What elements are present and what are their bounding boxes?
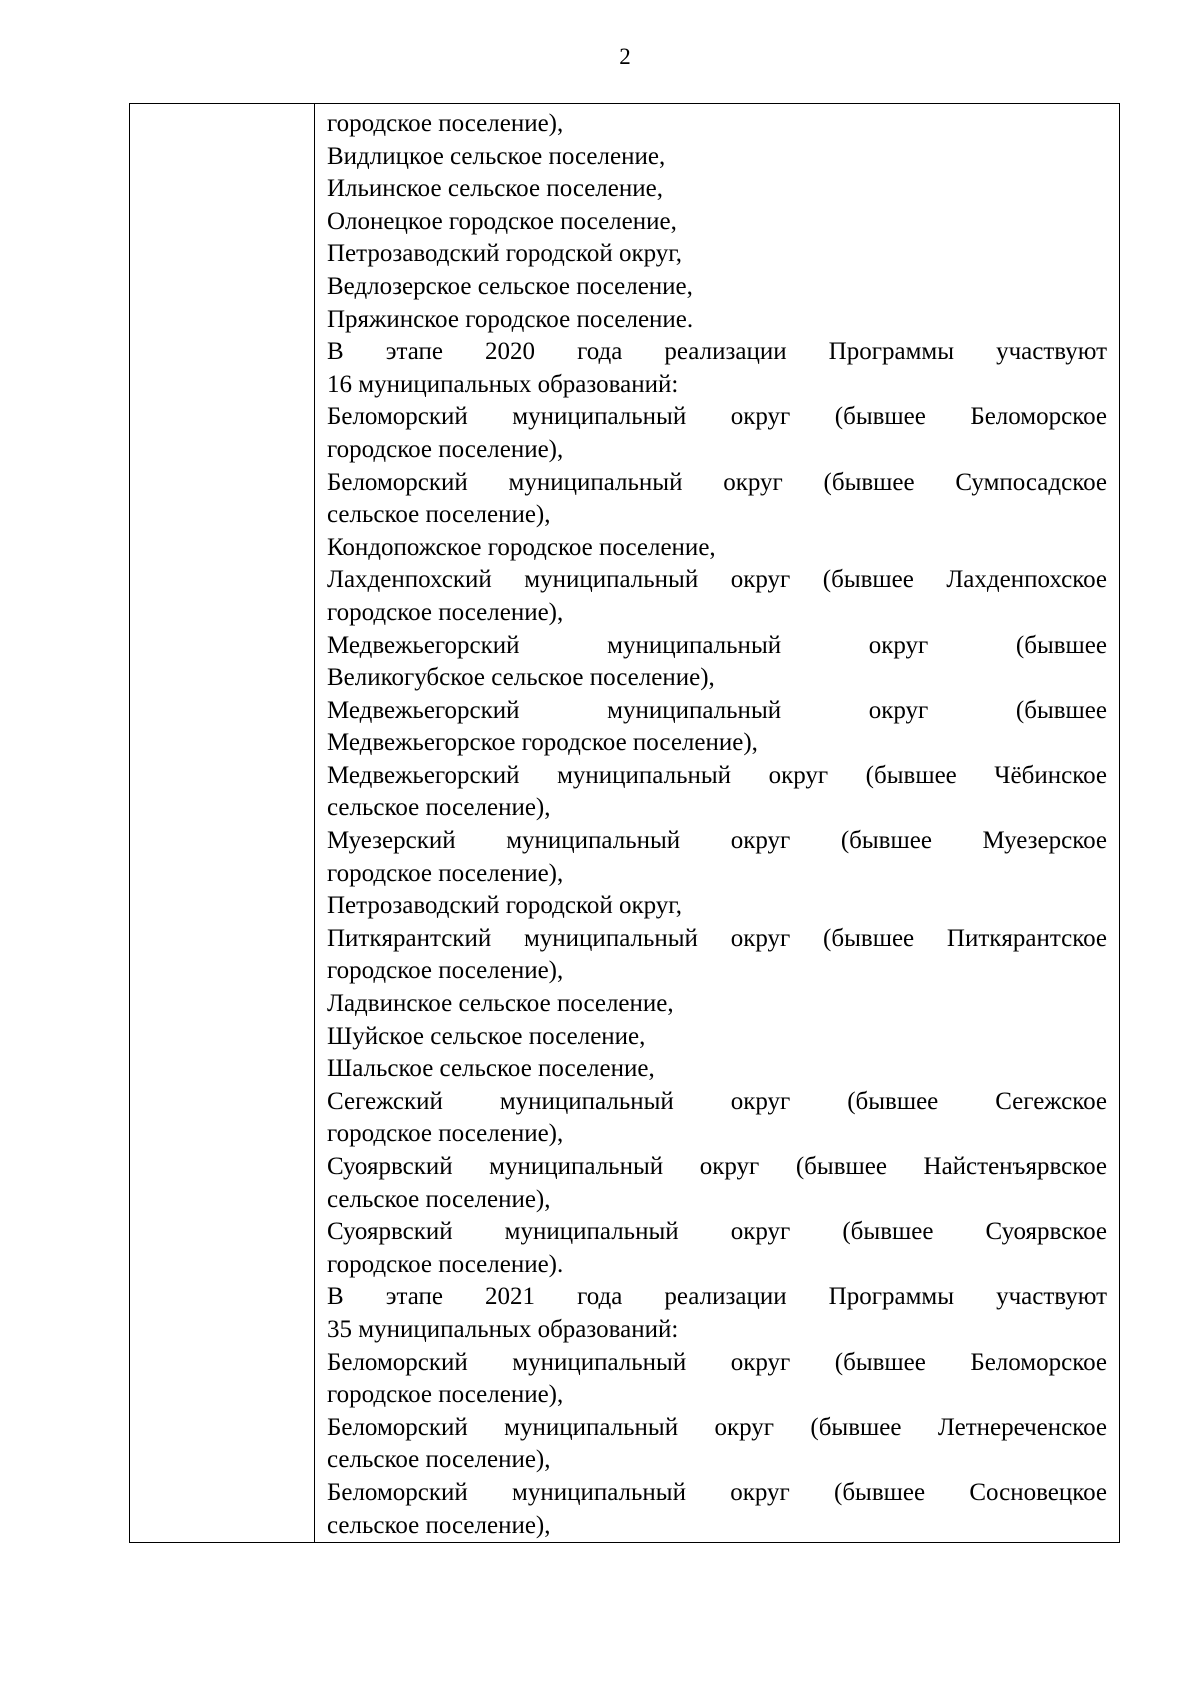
document-table (129, 103, 1120, 1543)
text-line: Великогубское сельское поселение), (327, 664, 715, 692)
text-line: Питкярантский муниципальный округ (бывшее Питкярантское (327, 924, 1107, 952)
text-line: Беломорский муниципальный округ (бывшее Беломорское (327, 403, 1107, 431)
text-line: Петрозаводский городской округ, (327, 240, 682, 268)
text-line: Шальское сельское поселение, (327, 1055, 655, 1083)
text-line: Беломорский муниципальный округ (бывшее Сосновецкое (327, 1478, 1107, 1506)
text-line: 16 муниципальных образований: (327, 370, 679, 398)
municipality-list (327, 104, 1107, 1542)
text-line: Суоярвский муниципальный округ (бывшее Найстенъярвское (327, 1153, 1107, 1180)
text-line: Олонецкое городское поселение, (327, 207, 677, 235)
table-right-cell (315, 104, 1119, 1542)
text-line: сельское поселение), (327, 501, 551, 529)
text-line: Муезерский муниципальный округ (бывшее Муезерское (327, 827, 1107, 855)
text-line: городское поселение), (327, 1120, 564, 1148)
text-line: Шуйское сельское поселение, (327, 1022, 646, 1050)
text-line: Пряжинское городское поселение. (327, 305, 694, 333)
text-line: Медвежьегорский муниципальный округ (бывшее (327, 631, 1107, 659)
text-line: Петрозаводский городской округ, (327, 892, 682, 920)
text-line: Суоярвский муниципальный округ (бывшее Суоярвское (327, 1218, 1107, 1246)
text-line: сельское поселение), (327, 1446, 551, 1474)
text-line: городское поселение). (327, 1250, 564, 1278)
text-line: Ведлозерское сельское поселение, (327, 272, 693, 300)
text-line: В этапе 2020 года реализации Программы участвуют (327, 338, 1107, 366)
text-line: В этапе 2021 года реализации Программы участвуют (327, 1283, 1107, 1311)
text-line: 35 муниципальных образований: (327, 1315, 679, 1343)
table-left-cell (130, 104, 315, 1542)
text-line: Медвежьегорский муниципальный округ (бывшее (327, 696, 1107, 724)
text-line: городское поселение), (327, 957, 564, 985)
text-line: сельское поселение), (327, 794, 551, 822)
text-line: городское поселение), (327, 435, 564, 463)
text-line: городское поселение), (327, 598, 564, 626)
text-line: городское поселение), (327, 1381, 564, 1409)
text-line: сельское поселение), (327, 1185, 551, 1213)
text-line: Беломорский муниципальный округ (бывшее Сумпосадское (327, 468, 1107, 496)
text-line: городское поселение), (327, 110, 564, 137)
text-line: Ладвинское сельское поселение, (327, 990, 674, 1018)
text-line: сельское поселение), (327, 1511, 551, 1539)
text-line: Лахденпохский муниципальный округ (бывшее Лахденпохское (327, 566, 1107, 594)
text-line: городское поселение), (327, 859, 564, 887)
text-line: Беломорский муниципальный округ (бывшее Летнереченское (327, 1413, 1107, 1441)
text-line: Сегежский муниципальный округ (бывшее Сегежское (327, 1087, 1107, 1115)
text-line: Видлицкое сельское поселение, (327, 142, 666, 170)
text-line: Медвежьегорский муниципальный округ (бывшее Чёбинское (327, 761, 1107, 789)
text-line: Ильинское сельское поселение, (327, 175, 663, 203)
page-number: 2 (619, 44, 631, 69)
text-line: Кондопожское городское поселение, (327, 533, 716, 561)
text-line: Беломорский муниципальный округ (бывшее Беломорское (327, 1348, 1107, 1376)
text-line: Медвежьегорское городское поселение), (327, 729, 758, 757)
